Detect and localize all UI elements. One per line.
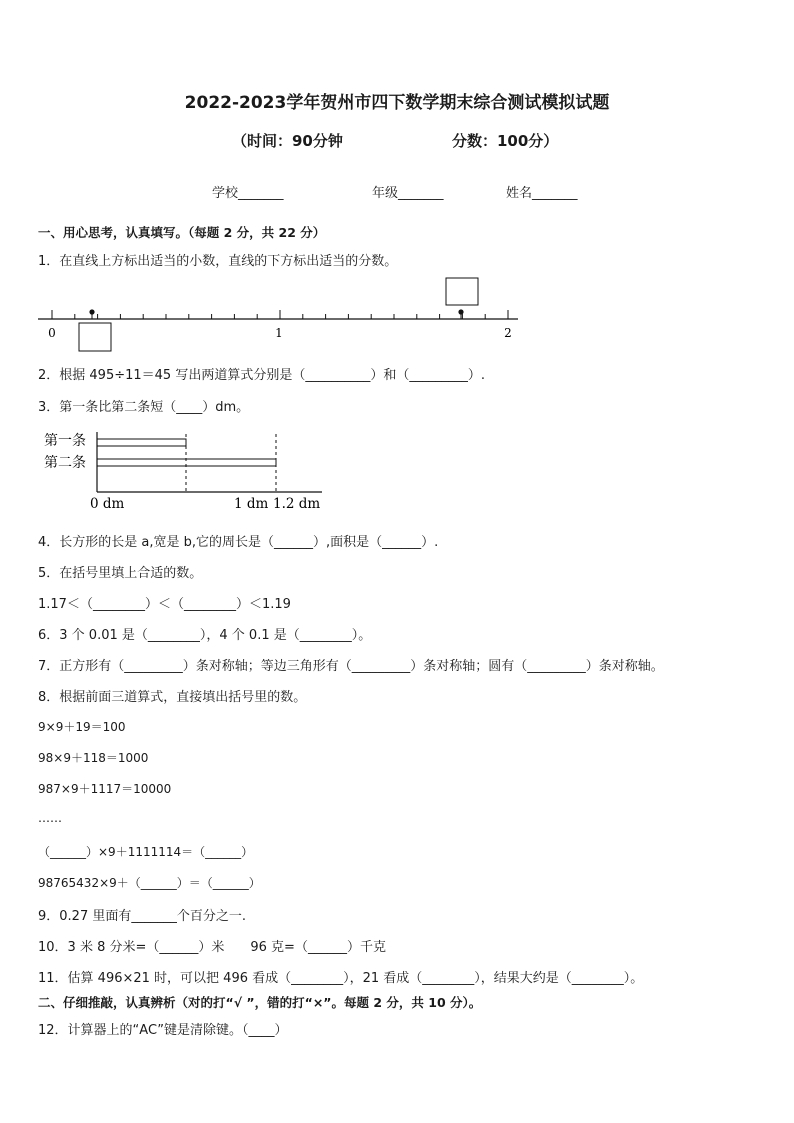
question-6: 6．3 个 0.01 是（________），4 个 0.1 是（________）。: [38, 628, 372, 643]
section-1-heading: 一、用心思考，认真填写。（每题 2 分，共 22 分）: [38, 225, 326, 240]
number-line-figure: [30, 272, 530, 354]
answer-box-fraction[interactable]: [79, 323, 111, 351]
question-8: 8．根据前面三道算式，直接填出括号里的数。: [38, 690, 307, 705]
time-limit: （时间：90分钟: [232, 132, 343, 150]
tick-0dm: 0 dm: [90, 496, 125, 512]
tick-label-1: 1: [275, 326, 283, 340]
question-2: 2．根据 495÷11＝45 写出两道算式分别是（__________）和（_________）.: [38, 368, 485, 383]
tick-label-0: 0: [48, 326, 56, 340]
question-1: 1．在直线上方标出适当的小数，直线的下方标出适当的分数。: [38, 254, 398, 269]
tick-label-2: 2: [504, 326, 512, 340]
question-8-line-5: 98765432×9＋（______）＝（______）: [38, 876, 261, 890]
question-8-ellipsis: ……: [38, 811, 62, 825]
section-2-heading: 二、仔细推敲，认真辨析（对的打“√ ”，错的打“×”。每题 2 分，共 10 分）。: [38, 995, 482, 1010]
bar-length-figure: [40, 428, 340, 514]
question-10: 10．3 米 8 分米=（______）米 96 克=（______）千克: [38, 940, 386, 955]
bar-1-label: 第一条: [44, 433, 86, 449]
question-3: 3．第一条比第二条短（____）dm。: [38, 400, 250, 415]
school-field: 学校_______: [212, 186, 284, 201]
answer-box-decimal[interactable]: [446, 278, 478, 305]
question-11: 11．估算 496×21 时，可以把 496 看成（________），21 看成（________），结果大约是（________）。: [38, 971, 644, 986]
bar-1: [97, 439, 186, 446]
question-8-line-3: 987×9＋1117＝10000: [38, 782, 172, 796]
total-score: 分数：100分）: [452, 132, 559, 150]
question-8-line-4: （______）×9＋1111114＝（______）: [38, 845, 254, 859]
question-7: 7．正方形有（_________）条对称轴；等边三角形有（_________）条对称轴；圆有（_________）条对称轴。: [38, 659, 664, 674]
bar-2-label: 第二条: [44, 455, 86, 471]
number-line-ticks: [52, 310, 508, 319]
page-title: 2022-2023学年贺州市四下数学期末综合测试模拟试题: [184, 93, 610, 113]
question-8-line-1: 9×9＋19＝100: [38, 720, 126, 734]
question-5: 5．在括号里填上合适的数。: [38, 566, 203, 581]
question-9: 9．0.27 里面有_______个百分之一.: [38, 909, 246, 924]
tick-1.2dm: 1.2 dm: [273, 496, 321, 512]
name-field: 姓名_______: [506, 186, 578, 201]
grade-field: 年级_______: [372, 186, 444, 201]
question-5-inequality: 1.17＜（________）＜（________）＜1.19: [38, 597, 291, 612]
tick-1dm: 1 dm: [234, 496, 269, 512]
question-4: 4．长方形的长是 a,宽是 b,它的周长是（______）,面积是（______）.: [38, 535, 439, 550]
question-12: 12．计算器上的“AC”键是清除键。（____）: [38, 1023, 288, 1038]
question-8-line-2: 98×9＋118＝1000: [38, 751, 149, 765]
